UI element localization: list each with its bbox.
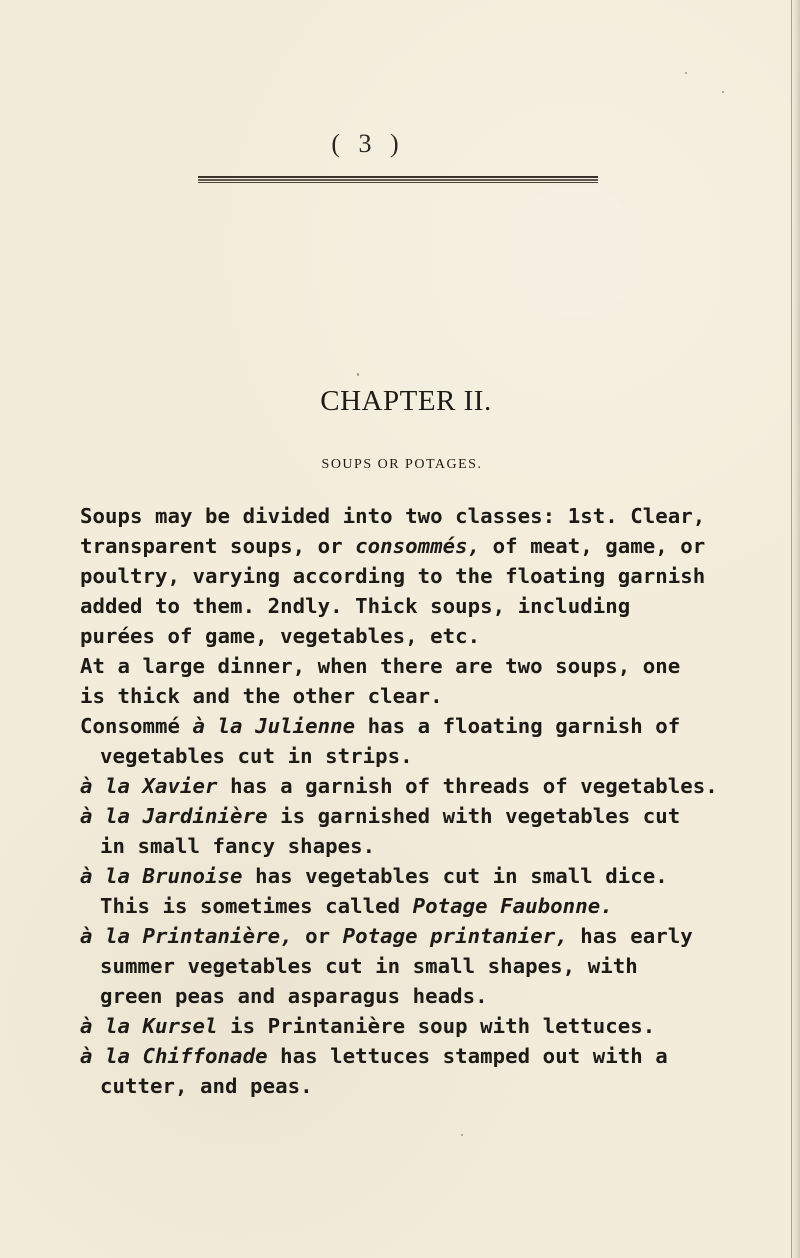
text-line — [80, 921, 730, 951]
text-line — [80, 801, 730, 831]
body-text — [80, 501, 730, 1101]
text-span: Soups may be divided into two classes: 1st. Clear, — [80, 504, 706, 528]
section-title: SOUPS OR POTAGES. — [321, 457, 483, 472]
text-line — [80, 981, 730, 1011]
paper-speck — [357, 373, 359, 376]
text-line — [80, 951, 730, 981]
italic-term: à la Printanière, — [80, 924, 293, 948]
text-span: Consommé — [80, 714, 193, 738]
italic-term: Potage Faubonne. — [412, 894, 613, 918]
text-span: cutter, and peas. — [100, 1074, 313, 1098]
text-span: has a floating garnish of — [355, 714, 681, 738]
text-span: is thick and the other clear. — [80, 684, 443, 708]
text-line — [80, 711, 730, 741]
italic-term: à la Brunoise — [80, 864, 243, 888]
text-line — [80, 561, 730, 591]
text-span: added to them. 2ndly. Thick soups, including — [80, 594, 631, 618]
italic-term: à la Xavier — [80, 774, 218, 798]
text-line — [80, 531, 730, 561]
italic-term: à la Julienne — [192, 714, 356, 738]
page-edge-shadow — [791, 0, 800, 1258]
page-edge-line — [791, 0, 792, 1258]
header-rule — [198, 176, 598, 178]
text-span: This is sometimes called — [100, 894, 413, 918]
text-line — [80, 501, 730, 531]
text-span: At a large dinner, when there are two soups, one — [80, 654, 681, 678]
page-number: ( 3 ) — [331, 129, 405, 158]
text-span: has a garnish of threads of vegetables. — [217, 774, 718, 798]
text-span: vegetables cut in strips. — [100, 744, 413, 768]
text-span: has vegetables cut in small dice. — [242, 864, 668, 888]
paper-speck — [461, 1134, 463, 1136]
text-span: poultry, varying according to the floating garnish — [80, 564, 706, 588]
text-line — [80, 1011, 730, 1041]
paper-speck — [722, 91, 724, 93]
italic-term: à la Chiffonade — [80, 1044, 268, 1068]
italic-term: à la Jardinière — [80, 804, 268, 828]
text-line — [80, 1071, 730, 1101]
text-span: is garnished with vegetables cut — [267, 804, 681, 828]
italic-term: consommés, — [355, 534, 481, 558]
text-line — [80, 591, 730, 621]
text-line — [80, 741, 730, 771]
text-span: summer vegetables cut in small shapes, with — [100, 954, 638, 978]
text-span: transparent soups, or — [80, 534, 356, 558]
text-line — [80, 681, 730, 711]
text-line — [80, 1041, 730, 1071]
text-line — [80, 831, 730, 861]
text-line — [80, 771, 730, 801]
chapter-title: CHAPTER II. — [320, 385, 492, 417]
text-span: has early — [567, 924, 693, 948]
text-span: or — [292, 924, 343, 948]
text-line — [80, 651, 730, 681]
italic-term: à la Kursel — [80, 1014, 218, 1038]
text-span: purées of game, vegetables, etc. — [80, 624, 481, 648]
text-line — [80, 891, 730, 921]
text-span: of meat, game, or — [480, 534, 706, 558]
text-span: green peas and asparagus heads. — [100, 984, 488, 1008]
text-span: has lettuces stamped out with a — [267, 1044, 668, 1068]
text-span: is Printanière soup with lettuces. — [217, 1014, 656, 1038]
text-span: in small fancy shapes. — [100, 834, 376, 858]
text-line — [80, 861, 730, 891]
italic-term: Potage printanier, — [342, 924, 568, 948]
paper-speck — [685, 72, 687, 74]
text-line — [80, 621, 730, 651]
